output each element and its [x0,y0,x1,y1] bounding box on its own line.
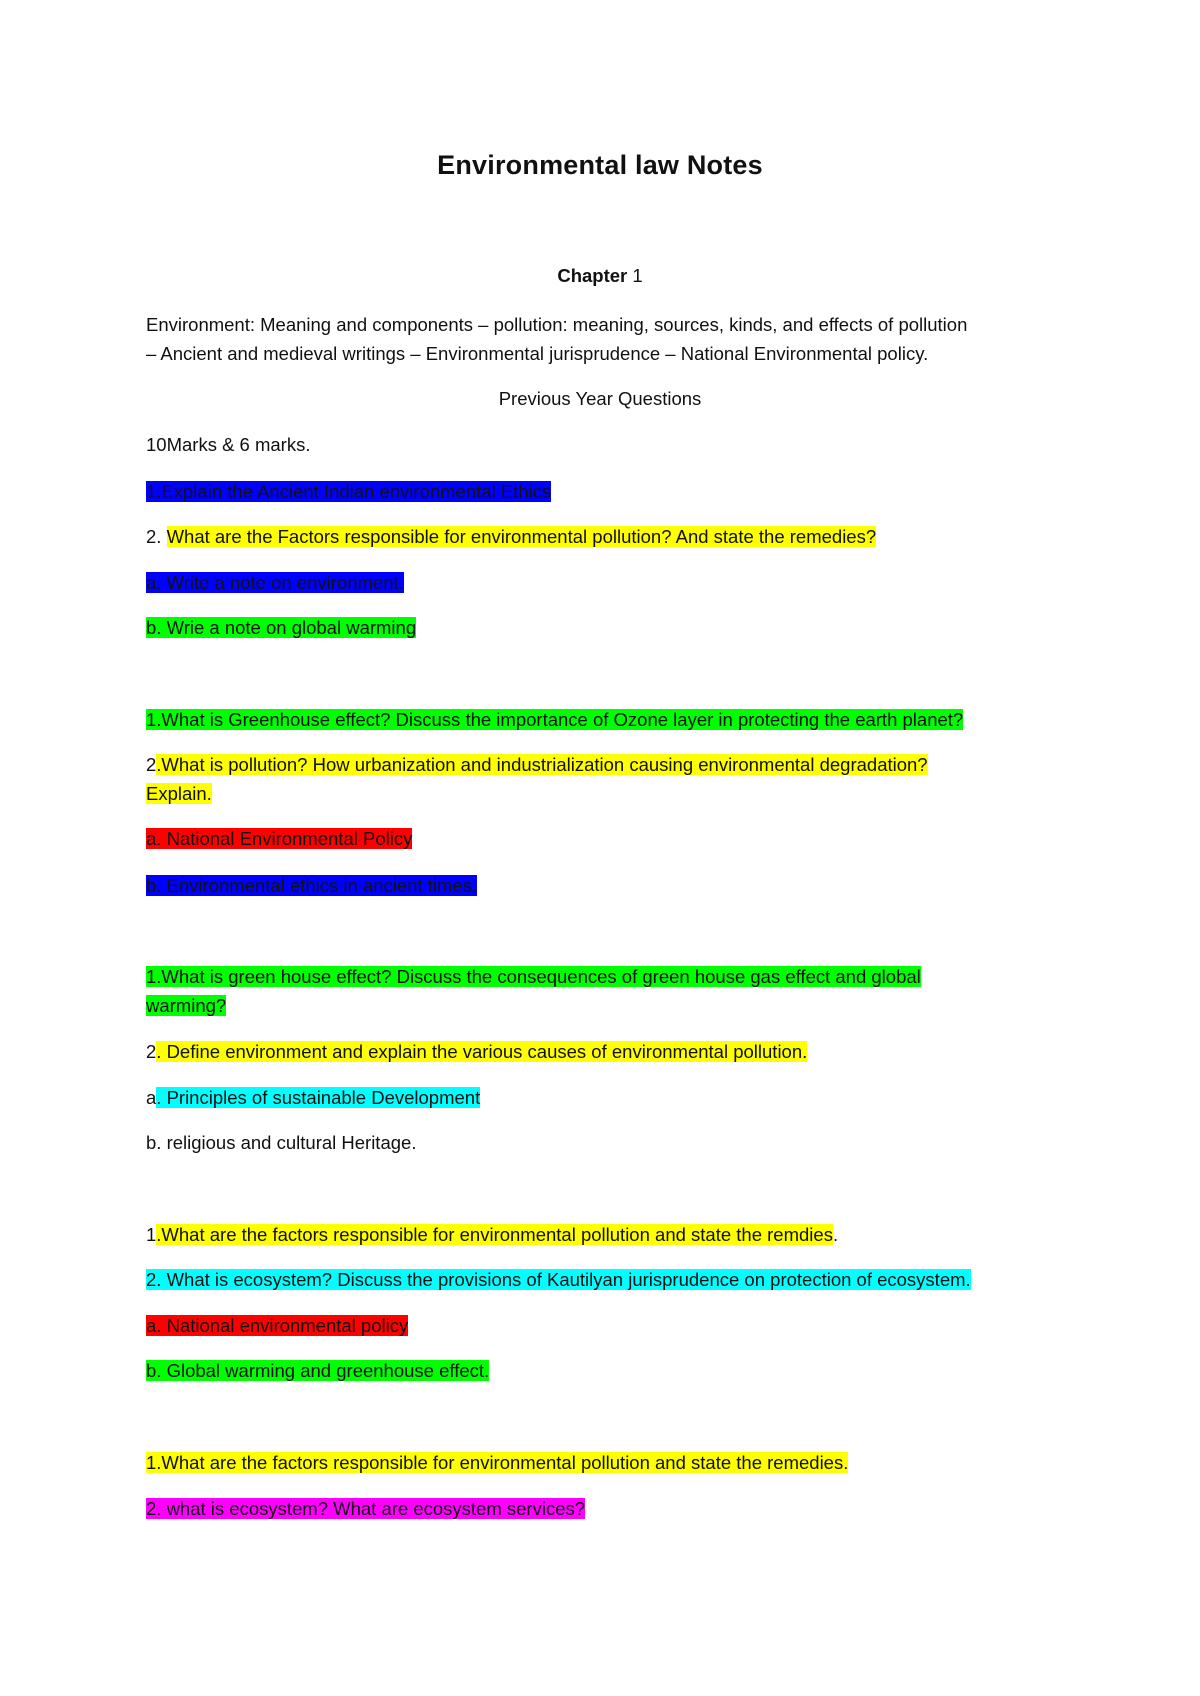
chapter-number: 1 [632,265,643,286]
highlight-yellow: What are the Factors responsible for environmental pollution? And state the remedies? [166,526,877,547]
highlight-green: b. Global warming and greenhouse effect. [146,1360,490,1381]
syllabus-line-1: Environment: Meaning and components – pollution: meaning, sources, kinds, and effects of pollution [146,314,968,335]
set2-question-2-continued [146,779,1076,808]
set2-question-b [146,871,1076,900]
set3-question-a [146,1083,1076,1112]
question-prefix: 2 [146,1041,157,1062]
document-title: Environmental law Notes [437,150,763,180]
highlight-red: a. National environmental policy [146,1315,409,1336]
question-suffix: . [832,1224,839,1245]
set1-question-a [146,568,1076,597]
highlight-yellow: . Define environment and explain the various causes of environmental pollution. [156,1041,808,1062]
set1-question-1 [146,477,1076,506]
highlight-cyan: . Principles of sustainable Development [156,1087,481,1108]
syllabus-line-2: – Ancient and medieval writings – Environmental jurisprudence – National Environmental policy. [146,343,929,364]
set2-question-1 [146,705,1076,734]
set3-question-1-continued [146,991,1076,1020]
marks-line: 10Marks & 6 marks. [146,434,311,455]
highlight-cyan: 2. What is ecosystem? Discuss the provisions of Kautilyan jurisprudence on protection of ecosystem. [146,1269,971,1290]
highlight-green: b. Wrie a note on global warming [146,617,417,638]
highlight-green: 1.What is Greenhouse effect? Discuss the importance of Ozone layer in protecting the earth planet? [146,709,964,730]
question-prefix: 2. [146,526,167,547]
set3-question-b: b. religious and cultural Heritage. [146,1132,417,1153]
set2-question-2 [146,750,1076,779]
question-prefix: a [146,1087,157,1108]
highlight-yellow: Explain. [146,783,212,804]
highlight-green: warming? [146,995,227,1016]
set1-question-b [146,613,1076,642]
set1-question-2 [146,522,1076,551]
set3-question-1 [146,962,1076,991]
pyq-heading: Previous Year Questions [498,388,702,409]
set4-question-2 [146,1265,1076,1294]
set4-question-b [146,1356,1076,1385]
set3-question-2 [146,1037,1076,1066]
highlight-blue: 1.Explain the Ancient Indian environmental Ethics [146,481,552,502]
chapter-heading [0,264,1200,288]
question-prefix: 1 [146,1224,157,1245]
highlight-red: a. National Environmental Policy [146,828,413,849]
highlight-yellow: 1.What are the factors responsible for environmental pollution and state the remedies. [146,1452,849,1473]
highlight-green: 1.What is green house effect? Discuss the consequences of green house gas effect and global [146,966,921,987]
set4-question-1 [146,1220,1076,1249]
chapter-label: Chapter [557,265,628,286]
highlight-blue: b. Environmental ethics in ancient times. [146,875,478,896]
set4-question-a [146,1311,1076,1340]
highlight-yellow: .What are the factors responsible for environmental pollution and state the remdies [156,1224,833,1245]
highlight-yellow: .What is pollution? How urbanization and industrialization causing environmental degradation? [156,754,928,775]
set5-question-1 [146,1448,1076,1477]
highlight-magenta: 2. what is ecosystem? What are ecosystem services? [146,1498,586,1519]
question-prefix: 2 [146,754,157,775]
highlight-blue: a. Write a note on environment. [146,572,404,593]
set2-question-a [146,824,1076,853]
set5-question-2 [146,1494,1076,1523]
